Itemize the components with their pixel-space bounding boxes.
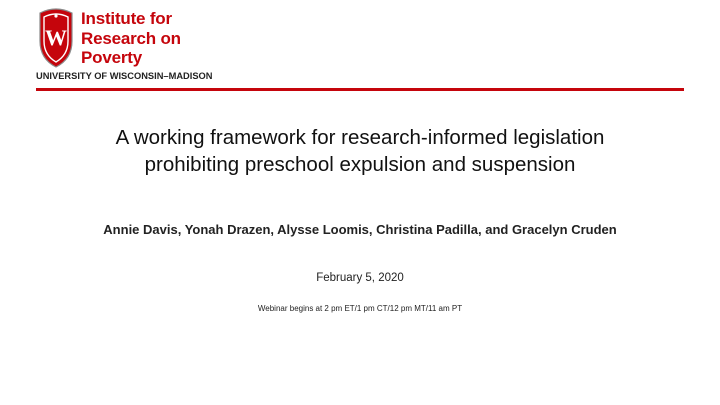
webinar-time-note: Webinar begins at 2 pm ET/1 pm CT/12 pm MT/11 am PT	[257, 304, 463, 313]
irp-logo	[36, 7, 226, 85]
org-name: Institute for Research on Poverty	[81, 9, 181, 67]
header-divider	[36, 88, 684, 91]
author-list: Annie Davis, Yonah Drazen, Alysse Loomis, Christina Padilla, and Gracelyn Cruden	[103, 222, 617, 237]
uw-crest-icon	[36, 7, 76, 69]
crest-letter: W	[45, 25, 67, 50]
slide-title: A working framework for research-informed legislation prohibiting preschool expulsion and suspension	[115, 126, 605, 176]
org-subname: UNIVERSITY OF WISCONSIN–MADISON	[36, 71, 213, 81]
presentation-date: February 5, 2020	[316, 272, 404, 284]
